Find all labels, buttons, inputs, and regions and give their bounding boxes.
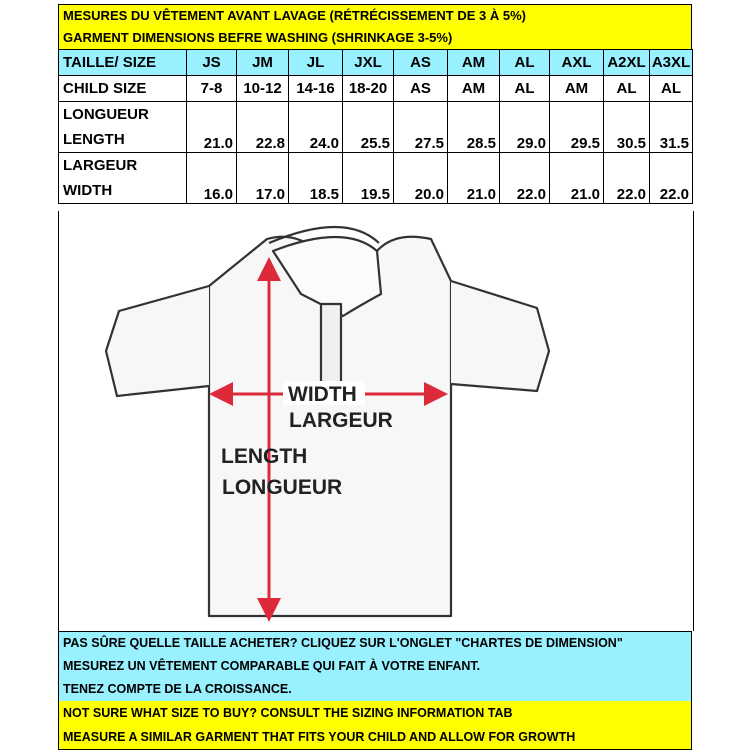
width-cell: 21.0 — [448, 153, 500, 204]
polo-shirt-illustration — [59, 211, 693, 631]
child-size-cell: 14-16 — [289, 76, 343, 102]
size-cell: AXL — [550, 50, 604, 76]
child-size-row — [59, 76, 693, 102]
size-cell: JL — [289, 50, 343, 76]
size-cell: A2XL — [604, 50, 650, 76]
length-cell: 31.5 — [650, 102, 693, 153]
size-cell: AM — [448, 50, 500, 76]
length-cell: 29.5 — [550, 102, 604, 153]
width-cell: 22.0 — [604, 153, 650, 204]
footer-line-en-2: MEASURE A SIMILAR GARMENT THAT FITS YOUR CHILD AND ALLOW FOR GROWTH — [58, 725, 692, 750]
child-size-cell: 7-8 — [187, 76, 237, 102]
footer-line-fr-3: TENEZ COMPTE DE LA CROISSANCE. — [58, 678, 692, 701]
width-label-fr: LARGEUR — [63, 157, 138, 174]
length-cell: 24.0 — [289, 102, 343, 153]
length-cell: 22.8 — [237, 102, 289, 153]
width-label-fr-diagram: LARGEUR — [289, 409, 393, 432]
size-cell: AL — [500, 50, 550, 76]
child-size-cell: AM — [448, 76, 500, 102]
width-cell: 16.0 — [187, 153, 237, 204]
length-label-fr: LONGUEUR — [63, 106, 149, 123]
length-cell: 28.5 — [448, 102, 500, 153]
size-cell: A3XL — [650, 50, 693, 76]
footer-line-fr-1: PAS SÛRE QUELLE TAILLE ACHETER? CLIQUEZ SUR L'ONGLET "CHARTES DE DIMENSION" — [58, 631, 692, 655]
length-row — [59, 102, 693, 153]
child-size-cell: 10-12 — [237, 76, 289, 102]
header-french: MESURES DU VÊTEMENT AVANT LAVAGE (RÉTRÉCISSEMENT DE 3 À 5%) — [58, 4, 692, 27]
shirt-diagram — [58, 211, 694, 631]
width-cell: 18.5 — [289, 153, 343, 204]
width-cell: 19.5 — [343, 153, 394, 204]
length-label-en: LENGTH — [63, 131, 125, 148]
size-chart — [58, 4, 692, 204]
footer-line-en-1: NOT SURE WHAT SIZE TO BUY? CONSULT THE SIZING INFORMATION TAB — [58, 701, 692, 725]
length-cell: 27.5 — [394, 102, 448, 153]
footer-line-fr-2: MESUREZ UN VÊTEMENT COMPARABLE QUI FAIT À VOTRE ENFANT. — [58, 655, 692, 678]
length-cell: 21.0 — [187, 102, 237, 153]
length-label — [59, 102, 187, 153]
size-cell: JXL — [343, 50, 394, 76]
size-cell: JS — [187, 50, 237, 76]
child-size-cell: AL — [500, 76, 550, 102]
length-label-fr-diagram: LONGUEUR — [222, 476, 343, 499]
width-label-en-diagram: WIDTH — [288, 383, 357, 406]
footer-notes — [58, 631, 692, 750]
child-size-cell: AS — [394, 76, 448, 102]
header-english: GARMENT DIMENSIONS BEFRE WASHING (SHRINKAGE 3-5%) — [58, 27, 692, 49]
width-cell: 20.0 — [394, 153, 448, 204]
size-label: TAILLE/ SIZE — [59, 50, 187, 76]
child-size-cell: AM — [550, 76, 604, 102]
length-cell: 30.5 — [604, 102, 650, 153]
width-label-en: WIDTH — [63, 182, 113, 199]
child-size-cell: AL — [650, 76, 693, 102]
child-size-cell: AL — [604, 76, 650, 102]
width-cell: 21.0 — [550, 153, 604, 204]
size-cell: AS — [394, 50, 448, 76]
width-label — [59, 153, 187, 204]
size-cell: JM — [237, 50, 289, 76]
length-cell: 29.0 — [500, 102, 550, 153]
width-cell: 22.0 — [500, 153, 550, 204]
width-cell: 17.0 — [237, 153, 289, 204]
length-cell: 25.5 — [343, 102, 394, 153]
size-row — [59, 50, 693, 76]
width-row — [59, 153, 693, 204]
size-table — [58, 49, 693, 204]
child-size-label: CHILD SIZE — [59, 76, 187, 102]
length-label-en-diagram: LENGTH — [221, 445, 308, 468]
child-size-cell: 18-20 — [343, 76, 394, 102]
width-cell: 22.0 — [650, 153, 693, 204]
